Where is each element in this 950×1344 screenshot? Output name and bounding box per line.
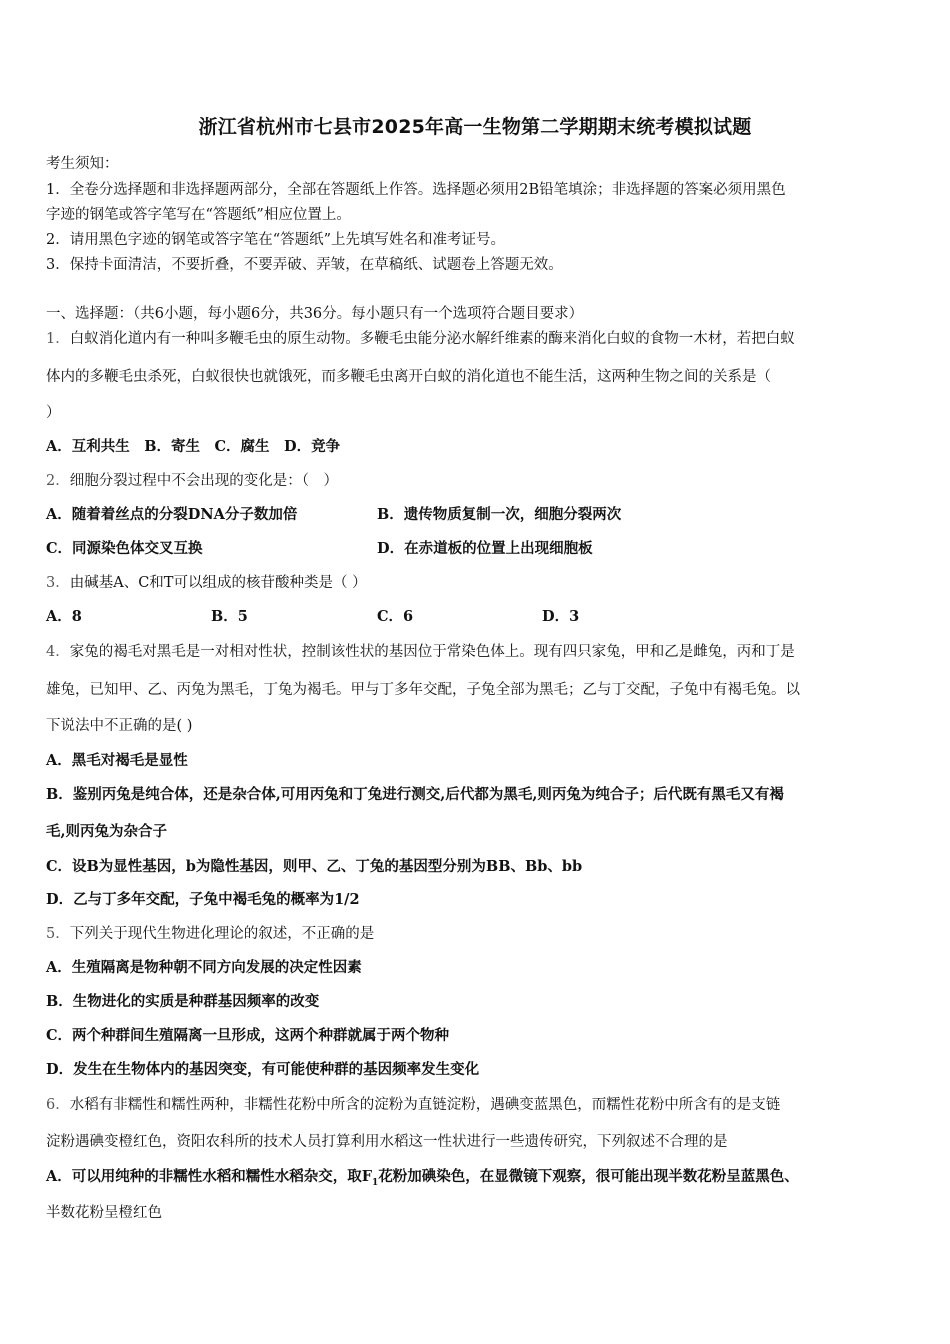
notice-item-2: 2．请用黑色字迹的钢笔或答字笔在“答题纸”上先填写姓名和准考证号。: [46, 232, 506, 248]
q5-stem: 5．下列关于现代生物进化理论的叙述，不正确的是: [46, 926, 375, 942]
q2-option-a: A．随着着丝点的分裂DNA分子数加倍: [46, 506, 298, 523]
q5-option-c: C．两个种群间生殖隔离一旦形成，这两个种群就属于两个物种: [46, 1027, 450, 1044]
section-heading: 一、选择题：（共6小题，每小题6分，共36分。每小题只有一个选项符合题目要求）: [46, 306, 584, 322]
q5-option-b: B．生物进化的实质是种群基因频率的改变: [46, 993, 320, 1010]
q5-option-d: D．发生在生物体内的基因突变，有可能使种群的基因频率发生变化: [46, 1061, 480, 1078]
q3-option-b: B．5: [211, 608, 248, 625]
q3-option-c: C．6: [377, 608, 414, 625]
q4-option-d: D．乙与丁多年交配，子兔中褐毛兔的概率为1/2: [46, 891, 360, 908]
q6-option-a: A．可以用纯种的非糯性水稻和糯性水稻杂交，取$F_1$花粉加碘染色，在显微镜下观察，很可能出现半数花粉呈蓝黑色、: [46, 1168, 799, 1188]
q6-option-a-cont: 半数花粉呈橙红色: [46, 1205, 162, 1221]
q4-option-b-cont: 毛,则丙兔为杂合子: [46, 823, 168, 840]
notice-heading: 考生须知：: [46, 156, 119, 172]
page-title: 浙江省杭州市七县市2025年高一生物第二学期期末统考模拟试题: [198, 116, 752, 138]
q3-number: 3．: [46, 575, 70, 591]
q4-option-a: A．黑毛对褐毛是显性: [46, 752, 188, 769]
q1-number: 1．: [46, 331, 70, 347]
q3-option-d: D．3: [542, 608, 580, 625]
q1-stem-cont: 体内的多鞭毛虫杀死，白蚁很快也就饿死，而多鞭毛虫离开白蚁的消化道也不能生活，这两种生物之间的关系是（: [46, 369, 771, 385]
q2-number: 2．: [46, 473, 70, 489]
q1-options: A．互利共生 B．寄生 C．腐生 D．竞争: [46, 438, 341, 455]
notice-item-1: 1．全卷分选择题和非选择题两部分，全部在答题纸上作答。选择题必须用2B铅笔填涂；非选择题的答案必须用黑色: [46, 182, 786, 198]
q4-stem: 4．家兔的褐毛对黑毛是一对相对性状，控制该性状的基因位于常染色体上。现有四只家兔，甲和乙是雌兔，丙和丁是: [46, 644, 795, 660]
q3-option-a: A．8: [46, 608, 82, 625]
q1-stem-end: ）: [46, 405, 61, 421]
q2-option-b: B．遗传物质复制一次，细胞分裂两次: [377, 506, 622, 523]
q4-stem-cont: 雄兔，已知甲、乙、丙兔为黑毛，丁兔为褐毛。甲与丁多年交配，子兔全部为黑毛；乙与丁交配，子兔中有褐毛兔。以: [46, 682, 800, 698]
q2-option-c: C．同源染色体交叉互换: [46, 540, 203, 557]
q4-option-b: B．鉴别丙兔是纯合体，还是杂合体,可用丙兔和丁兔进行测交,后代都为黑毛,则丙兔为纯合子；后代既有黑毛又有褐: [46, 786, 784, 803]
q4-number: 4．: [46, 644, 70, 660]
q2-stem: 2．细胞分裂过程中不会出现的变化是：（ ）: [46, 473, 338, 489]
q5-number: 5．: [46, 926, 70, 942]
q6-subscript: 1: [372, 1177, 379, 1188]
q6-number: 6．: [46, 1097, 70, 1113]
notice-item-3: 3．保持卡面清洁，不要折叠，不要弄破、弄皱，在草稿纸、试题卷上答题无效。: [46, 257, 563, 273]
q4-option-c: C．设B为显性基因，b为隐性基因，则甲、乙、丁兔的基因型分别为BB、Bb、bb: [46, 858, 583, 875]
q3-stem: 3．由碱基A、C和T可以组成的核苷酸种类是（ ）: [46, 575, 367, 591]
notice-item-1-cont: 字迹的钢笔或答字笔写在“答题纸”相应位置上。: [46, 207, 351, 223]
q1-stem: 1．白蚁消化道内有一种叫多鞭毛虫的原生动物。多鞭毛虫能分泌水解纤维素的酶来消化白蚁的食物一木材，若把白蚁: [46, 331, 795, 347]
q6-stem: 6．水稻有非糯性和糯性两种，非糯性花粉中所含的淀粉为直链淀粉，遇碘变蓝黑色，而糯性花粉中所含有的是支链: [46, 1097, 781, 1113]
q6-stem-cont: 淀粉遇碘变橙红色，资阳农科所的技术人员打算利用水稻这一性状进行一些遗传研究，下列叙述不合理的是: [46, 1134, 728, 1150]
q5-option-a: A．生殖隔离是物种朝不同方向发展的决定性因素: [46, 959, 362, 976]
q2-option-d: D．在赤道板的位置上出现细胞板: [377, 540, 593, 557]
q4-stem-end: 下说法中不正确的是( ): [46, 718, 193, 734]
